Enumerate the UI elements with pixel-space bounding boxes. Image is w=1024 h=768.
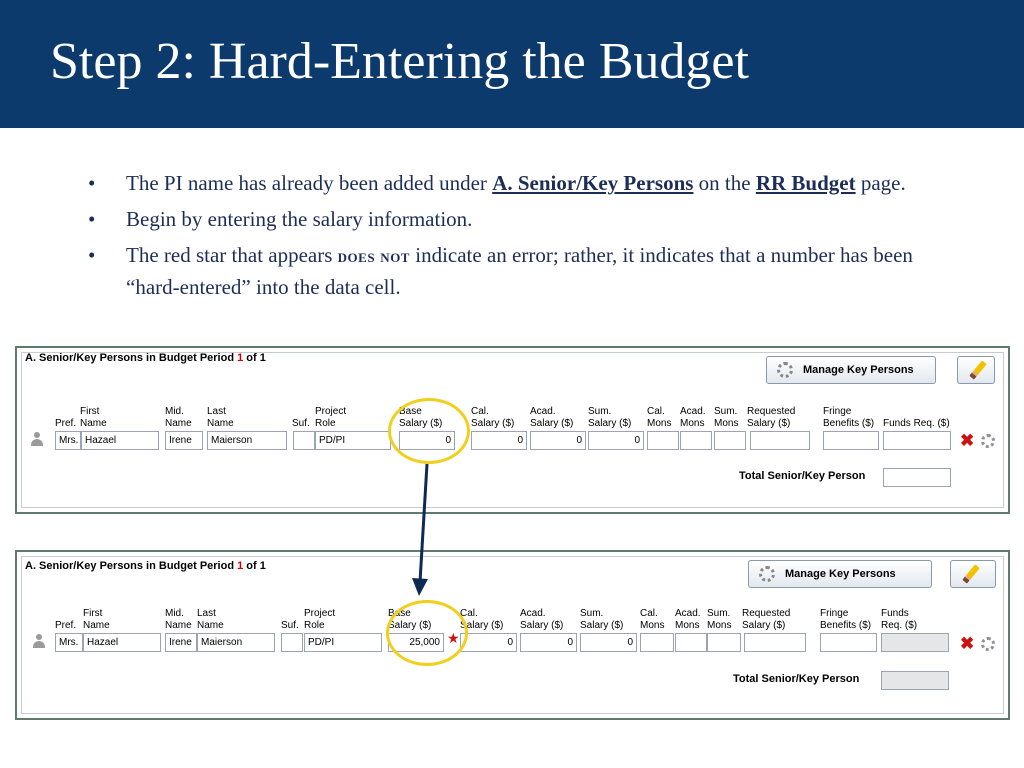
col-funds-label: Funds Req. ($) [883, 418, 950, 429]
col-last-label-2: Name [207, 418, 234, 429]
col-acad-salary-label-2: Salary ($) [530, 418, 574, 429]
col-acad-mons-label: Acad. [680, 406, 706, 417]
manage-key-persons-button[interactable] [766, 356, 936, 384]
senior-key-persons-panel-after [15, 550, 1010, 720]
bullet-text: The PI name has already been added under [126, 171, 493, 195]
panel-header: A. Senior/Key Persons in Budget Period 1 of 1 [25, 560, 266, 572]
senior-key-persons-link: A. Senior/Key Persons [492, 171, 694, 195]
col-sum-salary-label: Sum. [588, 406, 612, 417]
col-role-label-2: Role [304, 620, 325, 631]
col-last-label: Last [197, 608, 216, 619]
bullet-dot: • [88, 207, 96, 231]
total-senior-key-person-label: Total Senior/Key Person [739, 470, 866, 482]
col-suf-label: Suf. [281, 620, 299, 631]
mid-name-field[interactable]: Irene [165, 633, 197, 652]
sum-salary-field[interactable]: 0 [588, 431, 644, 450]
bullet-text: Begin by entering the salary information. [126, 207, 473, 231]
pref-field[interactable]: Mrs. [55, 633, 83, 652]
project-role-field[interactable]: PD/PI [304, 633, 382, 652]
col-base-label: Base [399, 406, 422, 417]
manage-key-persons-button[interactable] [748, 560, 932, 588]
bullet-text: The red star that appears [126, 243, 338, 267]
budget-period-number: 1 [237, 352, 244, 364]
slide-title: Step 2: Hard-Entering the Budget [50, 33, 749, 90]
col-requested-label-2: Salary ($) [742, 620, 786, 631]
last-name-field[interactable]: Maierson [197, 633, 275, 652]
col-suf-label: Suf. [292, 418, 310, 429]
col-role-label-2: Role [315, 418, 336, 429]
edit-button[interactable] [950, 560, 996, 588]
col-sum-salary-label: Sum. [580, 608, 604, 619]
col-first-label: First [83, 608, 103, 619]
col-mid-label: Mid. [165, 608, 184, 619]
sum-salary-field[interactable]: 0 [580, 633, 637, 652]
bullet-text: page. [855, 171, 906, 195]
bullet-item-3 [88, 240, 948, 302]
col-sum-mons-label: Sum. [707, 608, 731, 619]
col-base-label-2: Salary ($) [388, 620, 432, 631]
col-first-label-2: Name [83, 620, 110, 631]
pencil-icon [962, 564, 979, 583]
col-base-label: Base [388, 608, 411, 619]
col-acad-salary-label: Acad. [520, 608, 546, 619]
col-acad-mons-label-2: Mons [675, 620, 700, 631]
suffix-field[interactable] [293, 431, 315, 450]
col-cal-salary-label-2: Salary ($) [471, 418, 515, 429]
col-fringe-label-2: Benefits ($) [820, 620, 872, 631]
bullet-text: on the [693, 171, 756, 195]
edit-button[interactable] [957, 356, 995, 384]
col-mid-label: Mid. [165, 406, 184, 417]
col-cal-salary-label: Cal. [471, 406, 489, 417]
col-sum-salary-label-2: Salary ($) [580, 620, 624, 631]
gear-icon[interactable] [981, 637, 995, 651]
budget-period-number: 1 [237, 560, 244, 572]
col-last-label: Last [207, 406, 226, 417]
col-acad-salary-label: Acad. [530, 406, 556, 417]
bullet-item-1 [88, 168, 948, 198]
col-acad-mons-label: Acad. [675, 608, 701, 619]
col-acad-mons-label-2: Mons [680, 418, 705, 429]
col-first-label: First [80, 406, 100, 417]
base-salary-field[interactable]: 25,000 [388, 633, 444, 652]
person-icon [32, 634, 46, 648]
person-icon [30, 432, 44, 446]
col-requested-label-2: Salary ($) [747, 418, 791, 429]
col-fringe-label-2: Benefits ($) [823, 418, 875, 429]
delete-x-icon[interactable]: ✖ [960, 431, 975, 450]
acad-salary-field[interactable]: 0 [520, 633, 577, 652]
col-cal-salary-label-2: Salary ($) [460, 620, 504, 631]
col-base-label-2: Salary ($) [399, 418, 443, 429]
col-cal-mons-label: Cal. [647, 406, 665, 417]
col-sum-mons-label-2: Mons [707, 620, 732, 631]
acad-salary-field[interactable]: 0 [530, 431, 586, 450]
rr-budget-link: RR Budget [755, 171, 856, 195]
senior-key-persons-panel-before [15, 346, 1010, 514]
gear-icon [759, 566, 775, 582]
cal-salary-field[interactable]: 0 [460, 633, 517, 652]
sum-mons-field[interactable] [707, 633, 741, 652]
total-senior-key-person-label: Total Senior/Key Person [733, 673, 860, 685]
col-mid-label-2: Name [165, 418, 192, 429]
mid-name-field[interactable]: Irene [165, 431, 203, 450]
col-fringe-label: Fringe [823, 406, 852, 417]
manage-key-persons-label: Manage Key Persons [785, 568, 896, 580]
col-pref-label: Pref. [55, 418, 77, 429]
col-cal-salary-label: Cal. [460, 608, 478, 619]
col-role-label: Project [304, 608, 336, 619]
col-last-label-2: Name [197, 620, 224, 631]
funds-requested-field [881, 633, 949, 652]
cal-salary-field[interactable]: 0 [471, 431, 527, 450]
col-funds-label: Funds [881, 608, 909, 619]
bullet-dot: • [88, 243, 96, 267]
total-senior-key-person-field [881, 671, 949, 690]
first-name-field[interactable]: Hazael [83, 633, 161, 652]
hard-entered-star-icon: ★ [447, 630, 460, 646]
col-role-label: Project [315, 406, 347, 417]
col-first-label-2: Name [80, 418, 107, 429]
col-cal-mons-label-2: Mons [640, 620, 665, 631]
funds-requested-field[interactable] [883, 431, 951, 450]
last-name-field[interactable]: Maierson [207, 431, 287, 450]
col-pref-label: Pref. [55, 620, 77, 631]
cal-mons-field[interactable] [647, 431, 679, 450]
delete-x-icon[interactable]: ✖ [960, 634, 975, 653]
col-sum-mons-label: Sum. [714, 406, 738, 417]
fringe-benefits-field[interactable] [820, 633, 877, 652]
pref-field[interactable]: Mrs. [55, 431, 81, 450]
fringe-benefits-field[interactable] [823, 431, 879, 450]
col-mid-label-2: Name [165, 620, 192, 631]
does-not-emphasis: does not [337, 246, 410, 267]
requested-salary-field[interactable] [744, 633, 806, 652]
bullet-dot: • [88, 171, 96, 195]
bullet-text: indicate an error; rather, it indicates that a number has been “hard-entered” into the data cell. [126, 243, 913, 299]
bullet-item-2 [88, 204, 948, 234]
col-fringe-label: Fringe [820, 608, 849, 619]
base-salary-field[interactable]: 0 [399, 431, 455, 450]
panel-header: A. Senior/Key Persons in Budget Period 1 of 1 [25, 352, 266, 364]
col-acad-salary-label-2: Salary ($) [520, 620, 564, 631]
col-cal-mons-label: Cal. [640, 608, 658, 619]
manage-key-persons-label: Manage Key Persons [803, 364, 914, 376]
sum-mons-field[interactable] [714, 431, 746, 450]
requested-salary-field[interactable] [750, 431, 810, 450]
bullet-list [88, 168, 948, 308]
acad-mons-field[interactable] [680, 431, 712, 450]
suffix-field[interactable] [281, 633, 303, 652]
highlight-circle-before [388, 398, 470, 464]
first-name-field[interactable]: Hazael [81, 431, 159, 450]
col-requested-label: Requested [742, 608, 791, 619]
gear-icon[interactable] [981, 434, 995, 448]
project-role-field[interactable]: PD/PI [315, 431, 391, 450]
cal-mons-field[interactable] [640, 633, 674, 652]
acad-mons-field[interactable] [675, 633, 707, 652]
pencil-icon [969, 360, 986, 379]
col-cal-mons-label-2: Mons [647, 418, 672, 429]
total-senior-key-person-field [883, 468, 951, 487]
title-band [0, 0, 1024, 128]
gear-icon [777, 362, 793, 378]
col-requested-label: Requested [747, 406, 796, 417]
col-sum-mons-label-2: Mons [714, 418, 739, 429]
highlight-circle-after [386, 600, 468, 666]
col-funds-label-2: Req. ($) [881, 620, 918, 631]
col-sum-salary-label-2: Salary ($) [588, 418, 632, 429]
